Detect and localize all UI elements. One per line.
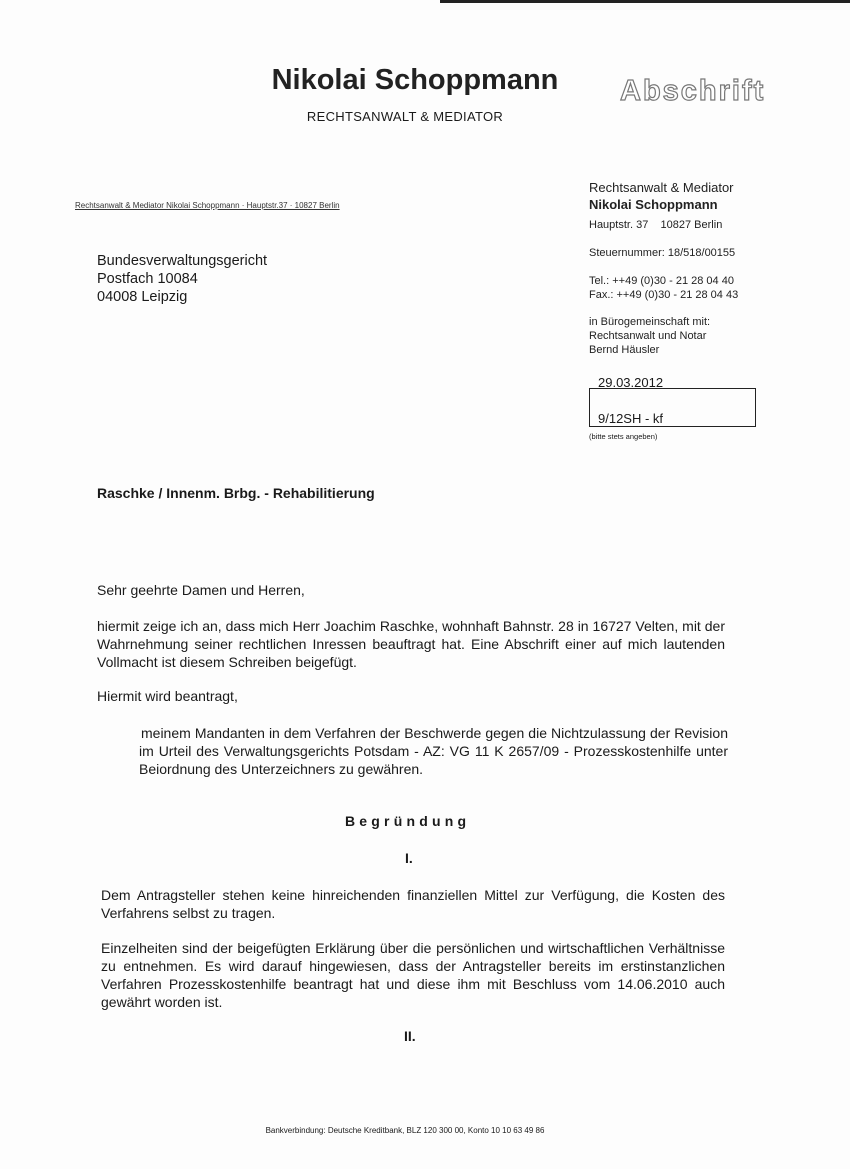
sidebar-role: Rechtsanwalt & Mediator (589, 180, 734, 195)
request-intro: Hiermit wird beantragt, (97, 688, 238, 704)
paragraph-details: Einzelheiten sind der beigefügten Erklärung über die persönlichen und wirtschaftlichen Verhältnisse zu entnehmen. Es wird darauf hingewiesen, dass der Antragsteller bereits im erstinstanzlichen Verfahren Prozesskostenhilfe beantragt hat und diese ihm mit Beschluss vom 14.06.2010 auch gewährt worden ist. (101, 940, 725, 1010)
reference-number: 9/12SH - kf (598, 411, 664, 426)
section-heading: Begründung (345, 813, 471, 829)
letterhead-name: Nikolai Schoppmann (271, 64, 559, 96)
sidebar-tax-number: Steuernummer: 18/518/00155 (589, 247, 736, 259)
recipient-line: Bundesverwaltungsgericht (97, 253, 268, 269)
sidebar-name: Nikolai Schoppmann (589, 197, 718, 212)
sidebar-phone: Tel.: ++49 (0)30 - 21 28 04 40 (589, 275, 734, 287)
copy-stamp: Abschrift (620, 75, 766, 107)
section-number-2: II. (404, 1028, 416, 1044)
sidebar-fax: Fax.: ++49 (0)30 - 21 28 04 43 (589, 289, 739, 301)
recipient-line: 04008 Leipzig (97, 289, 188, 305)
top-edge-rule (440, 0, 850, 3)
sidebar-office-line: in Bürogemeinschaft mit: (589, 316, 711, 328)
sidebar-address: Hauptstr. 37 10827 Berlin (589, 219, 723, 231)
section-number-1: I. (405, 850, 413, 866)
paragraph-mandate: hiermit zeige ich an, dass mich Herr Joachim Raschke, wohnhaft Bahnstr. 28 in 16727 Velten, mit der Wahrnehmung seiner rechtlichen Inressen beauftragt hat. Eine Abschrift einer auf mich lautenden Vollmacht ist diesem Schreiben beigefügt. (97, 618, 725, 670)
letter-date: 29.03.2012 (598, 375, 664, 390)
recipient-address (97, 252, 267, 306)
request-paragraph: meinem Mandanten in dem Verfahren der Beschwerde gegen die Nichtzulassung der Revision im Urteil des Verwaltungsgerichts Potsdam - AZ: VG 11 K 2657/09 - Prozesskostenhilfe unter Beiordnung des Unterzeichners zu gewähren. (139, 725, 728, 777)
sender-return-line: Rechtsanwalt & Mediator Nikolai Schoppmann · Hauptstr.37 · 10827 Berlin (75, 201, 340, 210)
paragraph-finances: Dem Antragsteller stehen keine hinreichenden finanziellen Mittel zur Verfügung, die Kosten des Verfahrens selbst zu tragen. (101, 887, 725, 921)
bank-details-footer: Bankverbindung: Deutsche Kreditbank, BLZ 120 300 00, Konto 10 10 63 49 86 (265, 1126, 545, 1135)
reference-note: (bitte stets angeben) (589, 432, 658, 441)
recipient-line: Postfach 10084 (97, 271, 198, 287)
sidebar-office-line: Rechtsanwalt und Notar (589, 330, 707, 342)
salutation: Sehr geehrte Damen und Herren, (97, 582, 305, 598)
letter-subject: Raschke / Innenm. Brbg. - Rehabilitierung (97, 485, 375, 501)
letterhead-subtitle: RECHTSANWALT & MEDIATOR (306, 109, 504, 124)
sidebar-office-line: Bernd Häusler (589, 344, 660, 356)
